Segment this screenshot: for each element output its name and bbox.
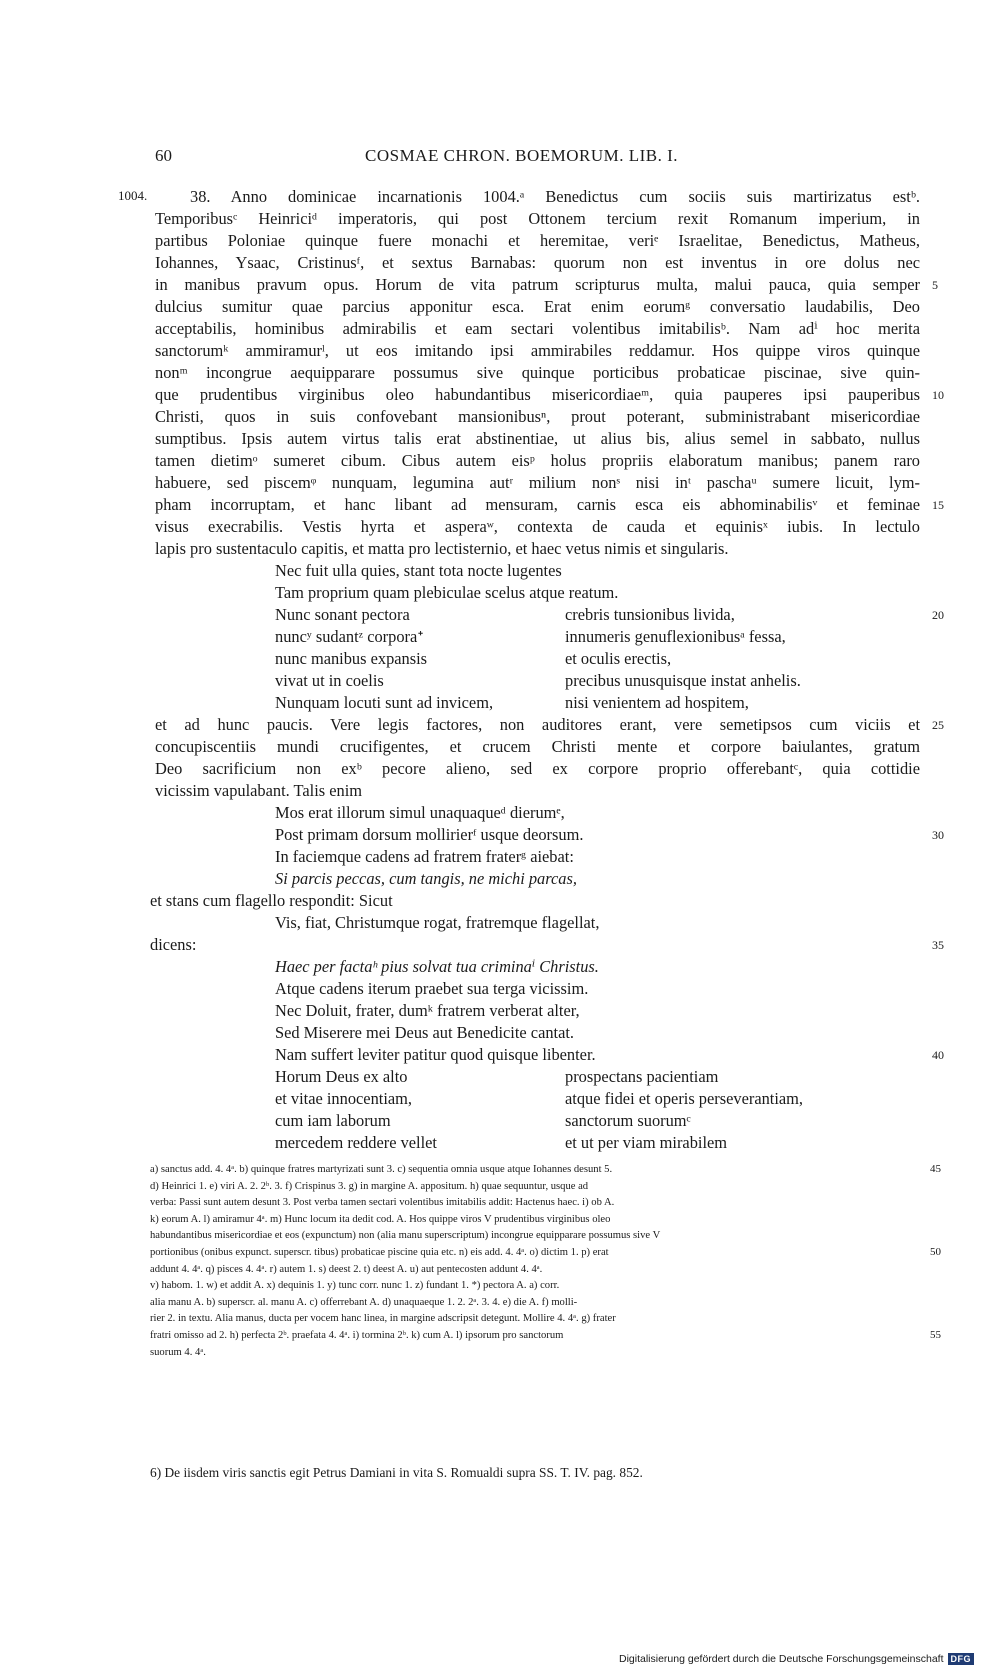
verse-right: atque fidei et operis perseverantiam,	[565, 1089, 804, 1108]
verse-left: vivat ut in coelis	[275, 671, 384, 690]
text-line: habuere, sed piscemᵠ nunquam, legumina autʳ milium nonˢ nisi inᵗ paschaᵘ sumere licuit, lym-	[155, 473, 920, 492]
verse-line: Nam suffert leviter patitur quod quisque libenter.	[275, 1045, 596, 1064]
footnote-line: fratri omisso ad 2. h) perfecta 2ᵇ. praefata 4. 4ᵃ. i) tormina 2ᵇ. k) cum A. l) ipsorum pro sanctorum	[150, 1330, 564, 1341]
verse-right: et oculis erectis,	[565, 649, 672, 668]
line-number: 35	[932, 938, 944, 952]
running-title: COSMAE CHRON. BOEMORUM. LIB. I.	[365, 146, 679, 165]
line-number: 25	[932, 718, 944, 732]
text-line: Iohannes, Ysaac, Cristinusᶠ, et sextus Barnabas: quorum non est inventus in ore dolus nec	[155, 253, 920, 272]
line-number: 20	[932, 608, 944, 622]
text-line: dulcius sumitur quae parcius apponitur esca. Erat enim eorumᵍ conversatio laudabilis, Deo	[155, 297, 920, 316]
line-number: 30	[932, 828, 944, 842]
verse-left: Horum Deus ex alto	[275, 1067, 408, 1086]
verse-right: innumeris genuflexionibusᵃ fessa,	[565, 627, 786, 646]
text-line: pham incorruptam, et hanc libant ad mensuram, carnis esca eis abhominabilisᵛ et feminae	[155, 495, 920, 514]
digitization-credit	[619, 1653, 974, 1665]
footnote-line: habundantibus misericordiae et eos (expunctum) non (alia manu superscriptum) incongrue equipparare possumus sive V	[150, 1230, 661, 1242]
verse-line: Atque cadens iterum praebet sua terga vicissim.	[275, 979, 589, 998]
verse-line: Nec Doluit, frater, dumᵏ fratrem verberat alter,	[275, 1001, 580, 1020]
verse-right: precibus unusquisque instat anhelis.	[565, 671, 801, 690]
source-note: 6) De iisdem viris sanctis egit Petrus Damiani in vita S. Romualdi supra SS. T. IV. pag. 852.	[150, 1465, 643, 1480]
footnote-line: suorum 4. 4ᵃ.	[150, 1346, 206, 1358]
verse-right: et ut per viam mirabilem	[565, 1133, 728, 1152]
text-line: partibus Poloniae quinque fuere monachi et heremitae, veriᵉ Israelitae, Benedictus, Matheus,	[155, 231, 920, 250]
verse-left: Nunc sonant pectora	[275, 605, 410, 624]
footnote-line: verba: Passi sunt autem desunt 3. Post verba tamen sectari volentibus imitabilis addit: Hactenus haec. i) ob A.	[150, 1197, 615, 1209]
verse-left: et vitae innocentiam,	[275, 1089, 412, 1108]
verse-left: nunc manibus expansis	[275, 649, 428, 668]
footnote-line: alia manu A. b) superscr. al. manu A. c) offerrebant A. d) unaquaeque 1. 2. 2ᵃ. 3. 4. e) die A. f) molli-	[150, 1296, 578, 1308]
line-number: 40	[932, 1048, 944, 1062]
verse-line: Mos erat illorum simul unaquaqueᵈ dierumᵉ,	[275, 803, 565, 822]
footnote-line: d) Heinrici 1. e) viri A. 2. 2ᵇ. 3. f) Crispinus 3. g) in margine A. appositum. h) quae sequuntur, usque ad	[150, 1180, 589, 1192]
text-line: Deo sacrificium non exᵇ pecore alieno, sed ex corpore proprio offerebantᶜ, quia cottidie	[155, 759, 920, 778]
footnote-line: a) sanctus add. 4. 4ᵃ. b) quinque fratres martyrizati sunt 3. c) sequentia omnia usque atque Iohannes desunt 5.	[150, 1164, 613, 1175]
footnote-line: addunt 4. 4ᵃ. q) pisces 4. 4ᵃ. r) autem 1. s) deest 2. t) deest A. u) aut pentecosten addunt 4. 4ᵃ.	[150, 1263, 543, 1275]
text-line: concupiscentiis mundi crucifigentes, et crucem Christi mente et corpore baiulantes, gratum	[155, 737, 920, 756]
text-line: que prudentibus virginibus oleo habundantibus misericordiaeᵐ, quia pauperes ipsi pauperibus	[155, 385, 920, 404]
verse-left: cum iam laborum	[275, 1111, 391, 1130]
verse-line: Tam proprium quam plebiculae scelus atque reatum.	[275, 583, 619, 602]
verse-left: nuncʸ sudantᶻ corporaᐩ	[275, 627, 424, 646]
line-number: 5	[932, 278, 938, 292]
footnote-line-number: 45	[930, 1163, 941, 1175]
verse-line: Nec fuit ulla quies, stant tota nocte lugentes	[275, 561, 562, 580]
verse-line: Post primam dorsum mollirierᶠ usque deorsum.	[275, 825, 584, 844]
text-line: in manibus pravum opus. Horum de vita patrum scripturus multa, malui pauca, quia semper	[155, 275, 920, 294]
page-number: 60	[155, 146, 172, 165]
verse-right: prospectans pacientiam	[565, 1067, 719, 1086]
text-line: tamen dietimᵒ sumeret cibum. Cibus autem eisᵖ holus propriis elaboratum manibus; panem raro	[155, 451, 920, 470]
text-line: vicissim vapulabant. Talis enim	[155, 781, 363, 800]
footnote-line: v) habom. 1. w) et addit A. x) dequinis 1. y) tunc corr. nunc 1. z) fundant 1. *) pectora A. a) corr.	[150, 1280, 560, 1292]
text-line: sanctorumᵏ ammiramurˡ, ut eos imitando ipsi ammirabiles reddamur. Hos quippe viros quinque	[155, 341, 920, 360]
footnote-line: k) eorum A. l) amiramur 4ᵃ. m) Hunc locum ita dedit cod. A. Hos quippe viros V prudentibus virginibus oleo	[150, 1213, 611, 1225]
verse-line: In faciemque cadens ad fratrem fraterᵍ aiebat:	[275, 847, 574, 866]
verse-left: Nunquam locuti sunt ad invicem,	[275, 693, 494, 712]
footnote-line-number: 55	[930, 1329, 941, 1341]
text-line: et stans cum flagello respondit: Sicut	[150, 891, 393, 910]
text-line: visus execrabilis. Vestis hyrta et asperaʷ, contexta de cauda et equinisˣ iubis. In lectulo	[155, 517, 920, 536]
footnote-line: portionibus (onibus expunct. superscr. tibus) probaticae piscine quia etc. n) eis add. 4. 4ᵃ. o) dictim 1. p) erat	[150, 1247, 609, 1258]
dfg-logo: DFG	[948, 1653, 975, 1665]
text-line: Christi, quos in suis confovebant mansionibusⁿ, prout poterant, subministrabant misericordiae	[155, 407, 920, 426]
verse-left: mercedem reddere vellet	[275, 1133, 437, 1152]
verse-line: Si parcis peccas, cum tangis, ne michi parcas,	[275, 869, 577, 888]
text-line: dicens:	[150, 935, 197, 954]
footnote-line: rier 2. in textu. Alia manus, ducta per vocem hanc linea, in margine adscripsit detegunt. Mollire 4. 4ᵃ. g) frater	[150, 1313, 616, 1325]
line-number: 15	[932, 498, 944, 512]
page-header	[155, 146, 915, 172]
credit-text: Digitalisierung gefördert durch die Deutsche Forschungsgemeinschaft	[618, 1653, 944, 1665]
line-number: 10	[932, 388, 944, 402]
text-line: 38. Anno dominicae incarnationis 1004.ᵃ Benedictus cum sociis suis martirizatus estᵇ.	[190, 187, 920, 206]
verse-line: Vis, fiat, Christumque rogat, fratremque flagellat,	[275, 913, 600, 932]
text-line: et ad hunc paucis. Vere legis factores, non auditores erant, vere semetipsos cum viciis et	[155, 715, 920, 734]
text-line: Temporibusᶜ Heinriciᵈ imperatoris, qui post Ottonem tercium rexit Romanum imperium, in	[155, 209, 920, 228]
verse-line: Haec per factaʰ pius solvat tua criminaⁱ Christus.	[275, 957, 599, 976]
text-line: sumptibus. Ipsis autem virtus talis erat abstinentiae, ut alius bis, alius semel in sabbato, nullus	[155, 429, 920, 448]
verse-line: Sed Miserere mei Deus aut Benedicite cantat.	[275, 1023, 575, 1042]
footnote-line-number: 50	[930, 1246, 941, 1258]
margin-year: 1004.	[118, 188, 148, 203]
text-line: nonᵐ incongrue aequipparare possumus sive quinque porticibus probaticae piscinae, sive quin-	[155, 363, 920, 382]
text-line: acceptabilis, hominibus admirabilis et eam sectari volentibus imitabilisᵇ. Nam adⁱ hoc merita	[155, 319, 920, 338]
text-line: lapis pro sustentaculo capitis, et matta pro lectisternio, et haec vetus nimis et singularis.	[155, 539, 729, 558]
verse-right: sanctorum suorumᶜ	[565, 1111, 691, 1130]
verse-right: crebris tunsionibus livida,	[565, 605, 735, 624]
verse-right: nisi venientem ad hospitem,	[565, 693, 749, 712]
